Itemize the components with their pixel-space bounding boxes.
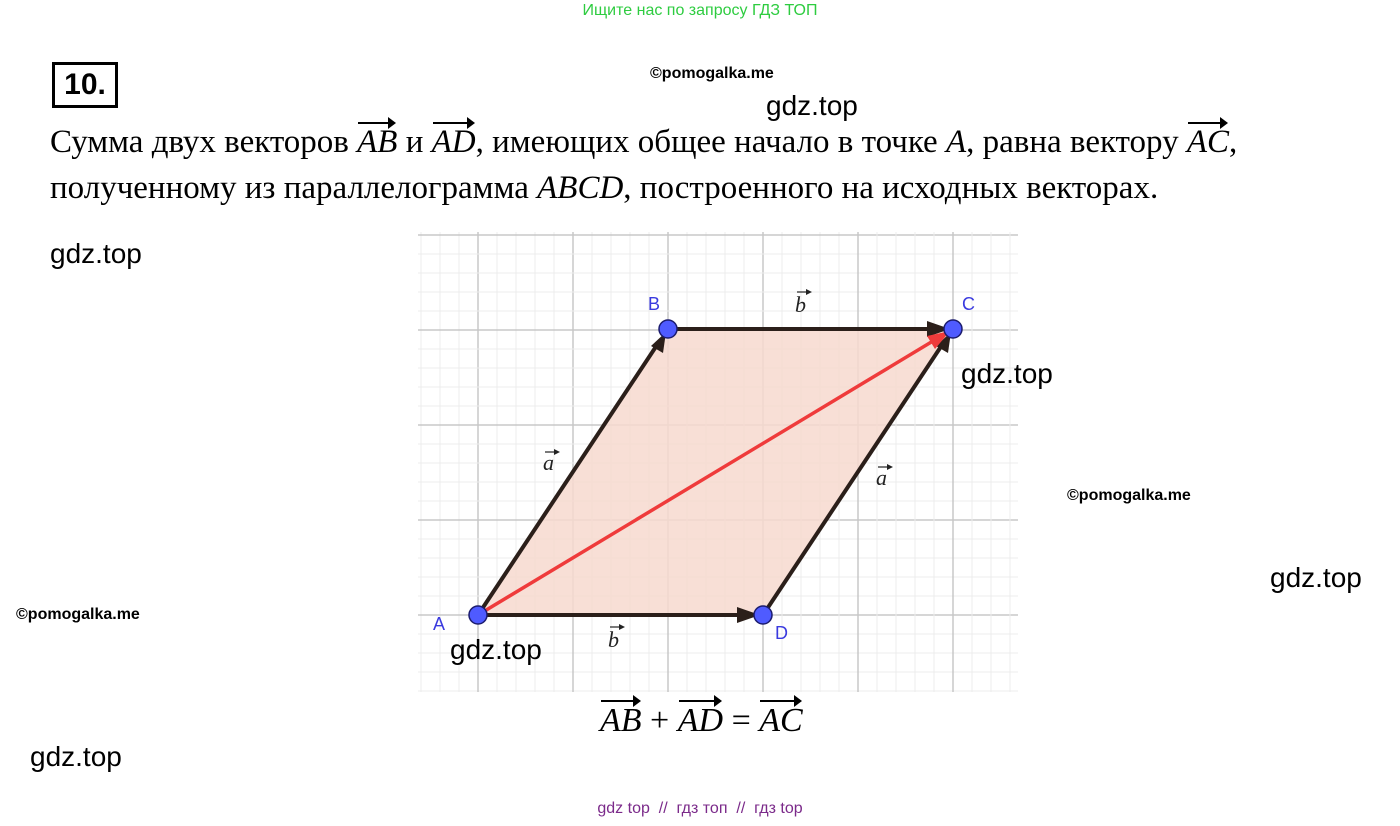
point-a bbox=[469, 606, 487, 624]
point-c-letter: C bbox=[962, 294, 975, 314]
statement-text: , имеющих общее начало в точке bbox=[475, 124, 946, 160]
point-d bbox=[754, 606, 772, 624]
search-hint-link[interactable]: Ищите нас по запросу ГДЗ ТОП bbox=[582, 2, 818, 19]
label-b-top bbox=[795, 289, 812, 317]
watermark-gdz: gdz.top bbox=[1270, 562, 1362, 593]
label-a-left bbox=[543, 449, 560, 475]
watermark-gdz: gdz.top bbox=[766, 90, 858, 121]
watermark-gdz: gdz.top bbox=[450, 634, 542, 665]
statement-text: и bbox=[397, 124, 432, 160]
point-a-label: A bbox=[945, 124, 967, 160]
point-c bbox=[944, 320, 962, 338]
vector-label-a: a bbox=[876, 465, 887, 490]
formula-equals: = bbox=[723, 702, 760, 739]
vector-ac: AC bbox=[1187, 120, 1229, 161]
statement-line-1 bbox=[50, 120, 1237, 161]
statement-text: Сумма двух векторов bbox=[50, 124, 358, 160]
watermark-pomogalka: ©pomogalka.me bbox=[650, 65, 774, 82]
point-b bbox=[659, 320, 677, 338]
watermark-pomogalka: ©pomogalka.me bbox=[16, 606, 140, 623]
parallelogram-figure bbox=[418, 232, 1018, 692]
watermark-gdz: gdz.top bbox=[961, 358, 1053, 389]
task-number: 10. bbox=[52, 62, 118, 108]
statement-text: , bbox=[1229, 124, 1238, 160]
vector-label-b: b bbox=[795, 292, 806, 317]
statement-text: , построенного на исходных векторах. bbox=[623, 170, 1159, 206]
formula-vector-ac: AC bbox=[759, 698, 802, 740]
vector-ad: AD bbox=[432, 120, 476, 161]
watermark-gdz: gdz.top bbox=[50, 238, 142, 269]
vector-label-b: b bbox=[608, 627, 619, 652]
vector-sum-formula bbox=[600, 698, 803, 740]
watermark-pomogalka: ©pomogalka.me bbox=[1067, 487, 1191, 504]
statement-line-2 bbox=[50, 170, 1158, 207]
footer-links[interactable]: gdz top // гдз топ // гдз top bbox=[597, 800, 803, 817]
formula-plus: + bbox=[641, 702, 678, 739]
statement-text: , равна вектору bbox=[966, 124, 1187, 160]
point-a-letter: A bbox=[433, 614, 446, 634]
statement-text: полученному из параллелограмма bbox=[50, 170, 538, 206]
watermark-gdz: gdz.top bbox=[30, 741, 122, 772]
label-b-bottom bbox=[608, 624, 625, 652]
point-b-letter: B bbox=[648, 294, 661, 314]
label-a-right bbox=[876, 464, 893, 490]
formula-vector-ab: AB bbox=[600, 698, 642, 740]
vector-ab: AB bbox=[357, 120, 397, 161]
point-d-letter: D bbox=[775, 623, 788, 643]
formula-vector-ad: AD bbox=[678, 698, 723, 740]
vector-label-a: a bbox=[543, 450, 554, 475]
parallelogram-name: ABCD bbox=[537, 170, 624, 206]
